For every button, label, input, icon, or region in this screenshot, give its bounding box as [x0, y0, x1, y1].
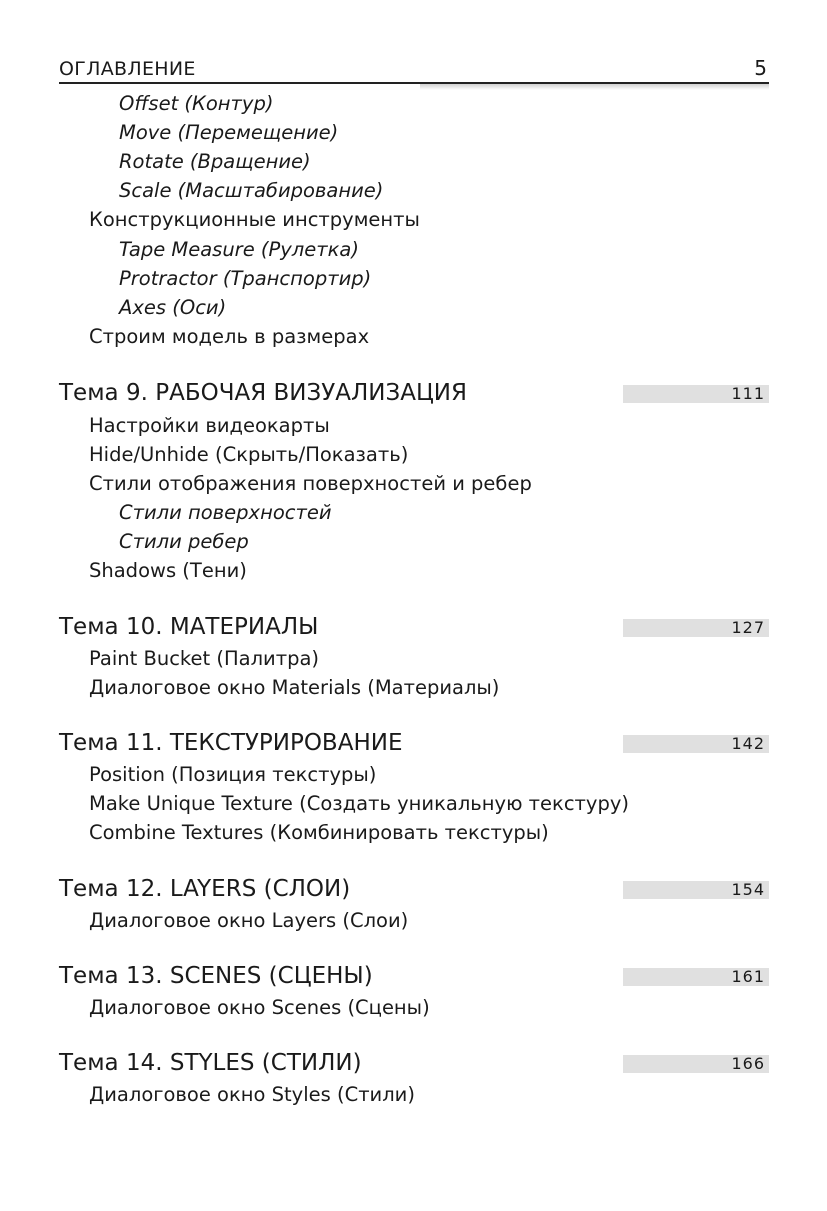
toc-subitem: Стили ребер: [119, 530, 249, 553]
toc-item-tape-measure: Tape Measure (Рулетка): [119, 238, 359, 261]
toc-item: Диалоговое окно Materials (Материалы): [89, 676, 500, 699]
toc-item: Диалоговое окно Styles (Стили): [89, 1083, 415, 1106]
toc-page-number: 154: [731, 880, 765, 899]
toc-item: Shadows (Тени): [89, 559, 247, 582]
toc-item-move: Move (Перемещение): [119, 121, 339, 144]
toc-item: Диалоговое окно Scenes (Сцены): [89, 996, 430, 1019]
toc-page-number: 127: [731, 618, 765, 637]
toc-item: Make Unique Texture (Создать уникальную текстуру): [89, 792, 629, 815]
toc-page-bar: [623, 385, 769, 403]
toc-item-construction-tools: Конструкционные инструменты: [89, 208, 420, 231]
header-divider-shadow: [420, 84, 769, 90]
toc-item-offset: Offset (Контур): [119, 92, 274, 115]
toc-item-build-model: Строим модель в размерах: [89, 325, 370, 348]
toc-page-bar: [623, 1055, 769, 1073]
toc-item: Hide/Unhide (Скрыть/Показать): [89, 443, 409, 466]
toc-page-number: 166: [731, 1054, 765, 1073]
toc-item-axes: Axes (Оси): [119, 296, 227, 319]
page-header: [59, 56, 769, 82]
toc-page-number: 161: [731, 967, 765, 986]
toc-topic-title: Тема 9. РАБОЧАЯ ВИЗУАЛИЗАЦИЯ: [59, 380, 467, 406]
toc-topic-title: Тема 11. ТЕКСТУРИРОВАНИЕ: [59, 730, 403, 756]
toc-page-bar: [623, 735, 769, 753]
page-number: 5: [754, 56, 767, 80]
toc-topic-title: Тема 10. МАТЕРИАЛЫ: [59, 614, 319, 640]
toc-page-bar: [623, 881, 769, 899]
toc-topic-title: Тема 12. LAYERS (СЛОИ): [59, 876, 351, 902]
toc-item: Стили отображения поверхностей и ребер: [89, 472, 532, 495]
toc-item: Диалоговое окно Layers (Слои): [89, 909, 409, 932]
toc-page-number: 142: [731, 734, 765, 753]
toc-item-rotate: Rotate (Вращение): [119, 150, 311, 173]
toc-topic-title: Тема 13. SCENES (СЦЕНЫ): [59, 963, 373, 989]
toc-item-protractor: Protractor (Транспортир): [119, 267, 372, 290]
toc-page-bar: [623, 619, 769, 637]
toc-page-number: 111: [731, 384, 765, 403]
toc-item-scale: Scale (Масштабирование): [119, 179, 384, 202]
toc-page-bar: [623, 968, 769, 986]
toc-topic-title: Тема 14. STYLES (СТИЛИ): [59, 1050, 362, 1076]
toc-item: Настройки видеокарты: [89, 414, 330, 437]
toc-item: Position (Позиция текстуры): [89, 763, 377, 786]
toc-item: Combine Textures (Комбинировать текстуры): [89, 821, 549, 844]
page-title: ОГЛАВЛЕНИЕ: [59, 58, 196, 80]
toc-item: Paint Bucket (Палитра): [89, 647, 320, 670]
toc-subitem: Стили поверхностей: [119, 501, 332, 524]
